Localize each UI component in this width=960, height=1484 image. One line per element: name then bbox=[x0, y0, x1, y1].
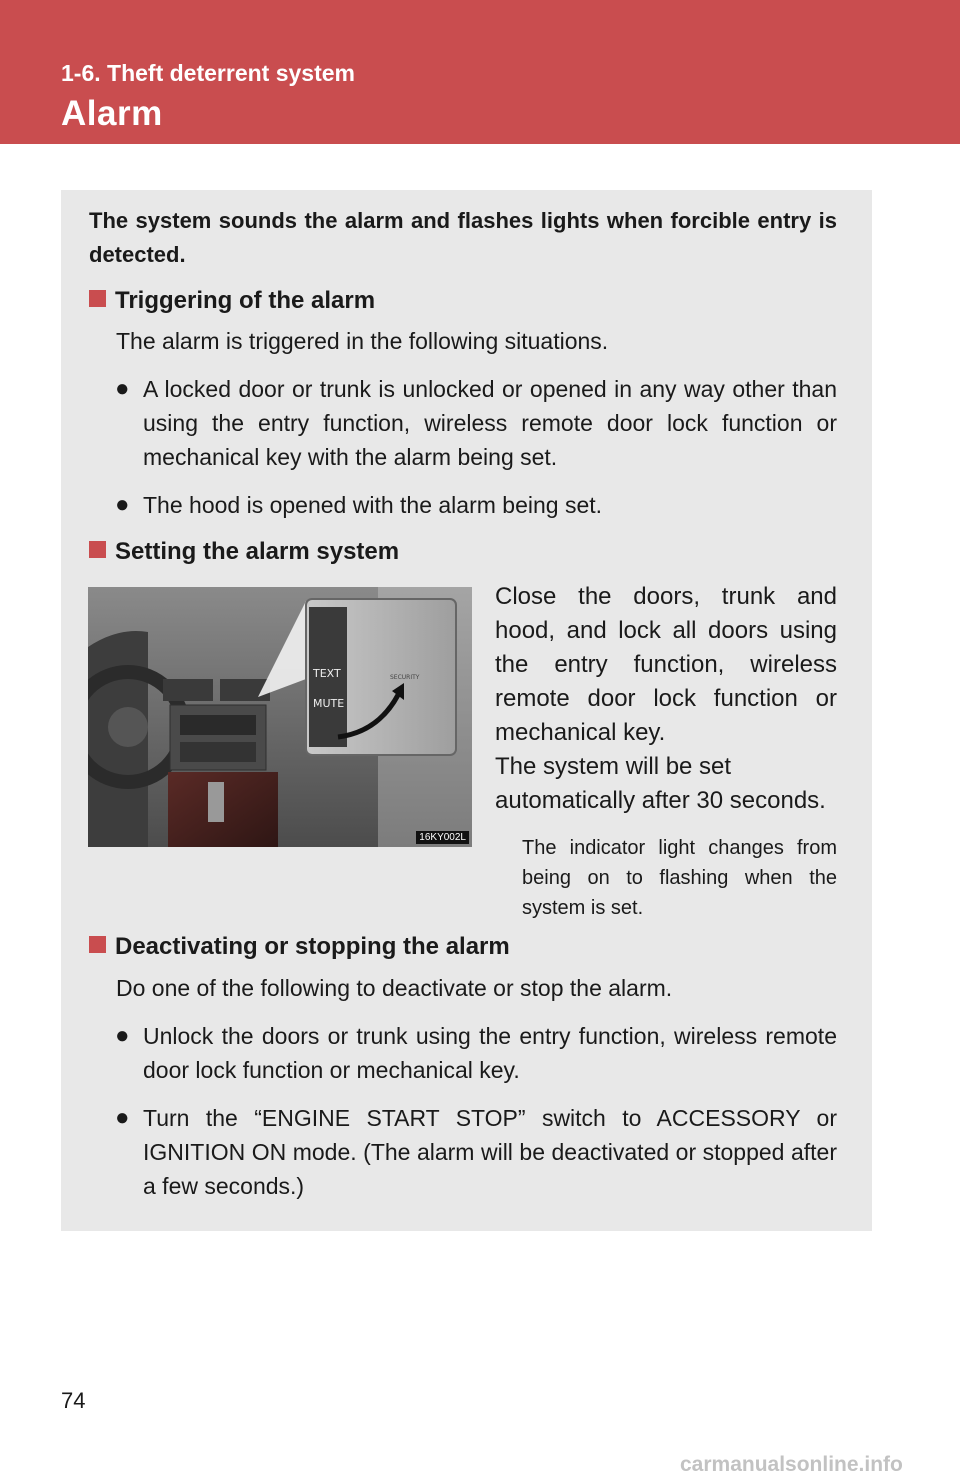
setting-heading: Setting the alarm system bbox=[89, 537, 399, 567]
bullet-icon: ● bbox=[115, 491, 130, 518]
mute-button-label: MUTE bbox=[313, 697, 345, 710]
triggering-heading: Triggering of the alarm bbox=[89, 286, 375, 316]
illustration-code: 16KY002L bbox=[416, 831, 469, 844]
deactivating-bullet-1: ● Unlock the doors or trunk using the entry function, wireless remote door lock function or mechanical key. bbox=[143, 1019, 837, 1087]
dashboard-drawing bbox=[88, 587, 472, 847]
bullet-icon: ● bbox=[115, 1022, 130, 1049]
triggering-lead: The alarm is triggered in the following situations. bbox=[116, 328, 609, 354]
dashboard-illustration bbox=[88, 587, 472, 847]
security-indicator-label: SECURITY bbox=[390, 674, 420, 681]
setting-text-2: The system will be set automatically after 30 seconds. bbox=[495, 753, 826, 814]
bullet-icon: ● bbox=[115, 1104, 130, 1131]
deactivating-heading: Deactivating or stopping the alarm bbox=[89, 932, 510, 962]
header-bar bbox=[0, 0, 960, 144]
setting-text: Close the doors, trunk and hood, and lock all doors using the entry function, wireless remote door lock function or mechanical key. bbox=[495, 583, 837, 746]
watermark: carmanualsonline.info bbox=[680, 1453, 903, 1476]
section-title: 1-6. Theft deterrent system bbox=[61, 60, 355, 86]
page-title: Alarm bbox=[61, 94, 163, 133]
page-number: 74 bbox=[61, 1388, 86, 1413]
setting-caption: The indicator light changes from being on to flashing when the system is set. bbox=[522, 837, 837, 919]
heading-square-icon bbox=[89, 541, 106, 558]
heading-square-icon bbox=[89, 936, 106, 953]
heading-square-icon bbox=[89, 290, 106, 307]
deactivating-lead: Do one of the following to deactivate or stop the alarm. bbox=[116, 975, 673, 1001]
text-button-label: TEXT bbox=[313, 667, 341, 680]
content-panel bbox=[61, 190, 872, 1231]
deactivating-bullet-2: ● Turn the “ENGINE START STOP” switch to ACCESSORY or IGNITION ON mode. (The alarm will be deactivated or stopped after a few seconds.) bbox=[143, 1101, 837, 1203]
triggering-bullet-2: ● The hood is opened with the alarm being set. bbox=[143, 488, 837, 522]
triggering-bullet-1: ● A locked door or trunk is unlocked or opened in any way other than using the entry function, wireless remote door lock function or mechanical key with the alarm being set. bbox=[143, 372, 837, 474]
bullet-icon: ● bbox=[115, 375, 130, 402]
intro-text: The system sounds the alarm and flashes lights when forcible entry is detected. bbox=[89, 208, 837, 267]
